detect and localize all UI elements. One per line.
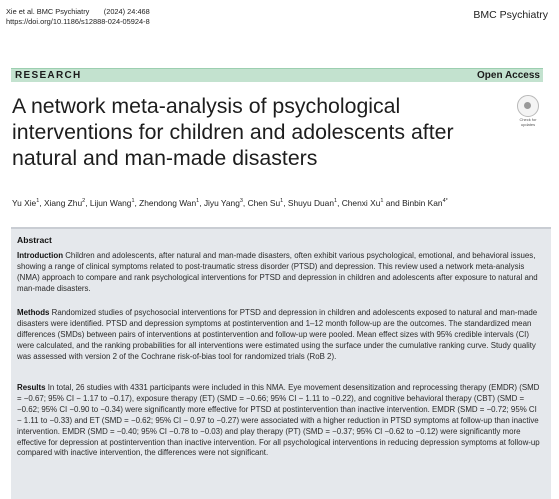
- check-for-updates-badge[interactable]: [516, 95, 540, 125]
- section-text: Children and adolescents, after natural and man-made disasters, often exhibit various psychological, emotional, and behavioral issues, showing a range of clinical symptoms related to post-traumatic stress disorder (PTSD) and depression. This review used a network meta-analysis (NMA) approach to compare and rank psychological interventions for PTSD and depression in children and adolescents after exposure to natural and man-made disasters.: [17, 251, 538, 293]
- section-label: Results: [17, 383, 46, 392]
- article-type-label: RESEARCH: [15, 70, 82, 81]
- author[interactable]: Chen Su$^1$: [247, 198, 284, 208]
- article-type-band: [11, 68, 543, 82]
- open-access-label: Open Access: [477, 70, 540, 81]
- author[interactable]: Yu Xie$^1$: [12, 198, 40, 208]
- doi-link[interactable]: https://doi.org/10.1186/s12888-024-05924-8: [6, 17, 150, 26]
- abstract-methods: [17, 308, 543, 363]
- citation-line: Xie et al. BMC Psychiatry (2024) 24:468: [6, 7, 150, 16]
- section-label: Introduction: [17, 251, 64, 260]
- author[interactable]: Zhendong Wan$^1$: [139, 198, 200, 208]
- badge-text: Check for updates: [519, 117, 537, 127]
- author[interactable]: Binbin Kan$^{4*}$: [402, 198, 448, 208]
- section-text: In total, 26 studies with 4331 participants were included in this NMA. Eye movement desensitization and reprocessing therapy (EMDR) (SMD = −0.67; 95% CI − 1.17 to −0.17), exposure therapy (ET) (SMD = −0.66; 95% CI − 1.11 to −0.22), and cognitive behavioral therapy (CBT) (SMD = −0.62; 95% CI −0.90 to −0.34) were significantly more effective for PTSD at postintervention than inactive intervention. EMDR (SMD = −0.72; 95% CI − 1.11 to −0.33) and ET (SMD = −0.62; 95% CI − 0.97 to −0.27) were associated with a higher reduction in PTSD symptoms at follow-up than inactive intervention. EMDR (SMD = −0.40; 95% CI −0.78 to −0.03) and play therapy (PT) (SMD = −0.37; 95% CI −0.62 to −0.12) were significantly more effective for depression at postintervention than inactive intervention. For all psychological interventions in reducing depression symptoms at follow-up compared with inactive intervention, the differences were not significant.: [17, 383, 540, 458]
- section-label: Methods: [17, 308, 50, 317]
- abstract-results: [17, 383, 543, 459]
- author[interactable]: Chenxi Xu$^1$: [341, 198, 384, 208]
- abstract-box: [11, 227, 551, 499]
- abstract-heading: Abstract: [17, 235, 52, 245]
- author-list: Yu Xie$^1$, Xiang Zhu$^2$, Lijun Wang$^1$, Zhendong Wan$^1$, Jiyu Yang$^3$, Chen Su$^1$, Shuyu Duan$^1$, Chenxi Xu$^1$ and Binbin Kan$^{4*}$: [12, 198, 448, 208]
- running-header: [6, 7, 150, 27]
- author[interactable]: Xiang Zhu$^2$: [43, 198, 86, 208]
- author[interactable]: Jiyu Yang$^3$: [203, 198, 243, 208]
- update-icon: [517, 95, 539, 117]
- section-text: Randomized studies of psychosocial interventions for PTSD and depression in children and adolescents exposed to natural and man-made disasters were identified. PTSD and depression symptoms at postintervention and 1–12 month follow-up are the outcomes. The standardized mean differences (SMDs) between pairs of interventions at postintervention and follow-up were pooled. Mean effect sizes with 95% credible intervals (CI) were calculated, and the ranking probabilities for all interventions were estimated using the surface under the cumulative ranking curve. Study quality was assessed with version 2 of the Cochrane risk-of-bias tool for randomized trials (RoB 2).: [17, 308, 538, 361]
- author[interactable]: Shuyu Duan$^1$: [287, 198, 338, 208]
- abstract-introduction: [17, 251, 543, 295]
- journal-name: BMC Psychiatry: [473, 9, 548, 21]
- article-title: A network meta-analysis of psychological interventions for children and adolescents after natural and man-made disasters: [12, 94, 454, 170]
- author[interactable]: Lijun Wang$^1$: [89, 198, 135, 208]
